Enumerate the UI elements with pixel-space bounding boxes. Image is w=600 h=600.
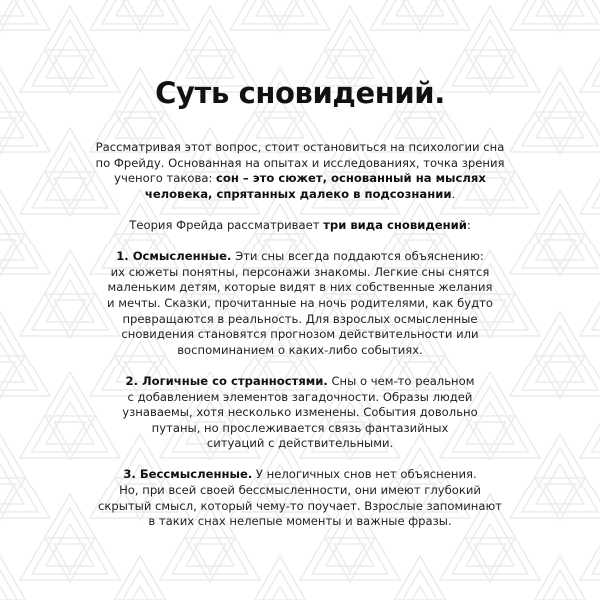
intro-highlight-2: человека, спрятанных далеко в подсознании xyxy=(144,186,452,201)
theory-paragraph xyxy=(60,218,540,234)
theory-highlight: три вида сновидений xyxy=(323,217,467,232)
intro-line-4-end: . xyxy=(451,186,456,201)
dream-type-text: и мечты. Сказки, прочитанные на ночь родителями, как будто xyxy=(107,295,493,310)
intro-line-1: Рассматривая этот вопрос, стоит остановиться на психологии сна xyxy=(95,140,505,154)
intro-paragraph xyxy=(60,140,540,202)
dream-type-heading: 3. Бессмысленные. xyxy=(123,467,253,482)
dream-type-text: маленьким детям, которые видят в них собственные желания xyxy=(107,280,493,295)
article-body xyxy=(60,140,540,545)
theory-end: : xyxy=(466,217,471,232)
dream-type-text: скрытый смысл, который чему-то поучает. Взрослые запоминают xyxy=(98,498,502,513)
dream-type-text: воспоминанием о каких-либо событиях. xyxy=(177,342,423,357)
dream-type-logical xyxy=(60,374,540,452)
dream-type-meaningless xyxy=(60,467,540,529)
list-item-line xyxy=(60,249,540,265)
intro-line-3 xyxy=(60,171,540,187)
intro-highlight-1: сон – это сюжет, основанный на мыслях xyxy=(216,171,486,186)
list-item-line xyxy=(60,374,540,390)
theory-text: Теория Фрейда рассматривает xyxy=(129,217,324,232)
dream-type-text: узнаваемы, хотя несколько изменены. События довольно xyxy=(122,405,478,420)
dream-type-text: в таких снах нелепые моменты и важные фразы. xyxy=(148,514,452,529)
dream-type-text: путаны, но прослеживается связь фантазийных xyxy=(151,420,449,435)
dream-type-text: Сны о чем-то реальном xyxy=(327,373,475,388)
page-title: Суть сновидений. xyxy=(155,76,445,110)
theory-line xyxy=(60,218,540,234)
dream-type-text: Эти сны всегда поддаются объяснению: xyxy=(231,249,484,264)
dream-type-heading: 1. Осмысленные. xyxy=(116,249,232,264)
dream-type-text: сновидения становятся прогнозом действительности или xyxy=(121,327,479,342)
dream-type-text: с добавлением элементов загадочности. Образы людей xyxy=(127,389,473,404)
dream-type-meaningful xyxy=(60,249,540,358)
dream-type-text: их сюжеты понятны, персонажи знакомы. Легкие сны снятся xyxy=(110,264,490,279)
dream-type-text: Но, при всей своей бессмысленности, они имеют глубокий xyxy=(119,483,481,498)
dream-type-text: У нелогичных снов нет объяснения. xyxy=(252,467,477,482)
dream-type-text: превращаются в реальность. Для взрослых осмысленные xyxy=(122,311,478,326)
intro-line-3-text: ученого такова: xyxy=(114,171,217,186)
dream-type-text: ситуаций с действительными. xyxy=(206,436,394,451)
dream-type-heading: 2. Логичные со странностями. xyxy=(125,373,328,388)
intro-line-4 xyxy=(60,187,540,203)
list-item-line xyxy=(60,467,540,483)
intro-line-2: по Фрейду. Основанная на опытах и исследованиях, точка зрения xyxy=(95,155,505,170)
